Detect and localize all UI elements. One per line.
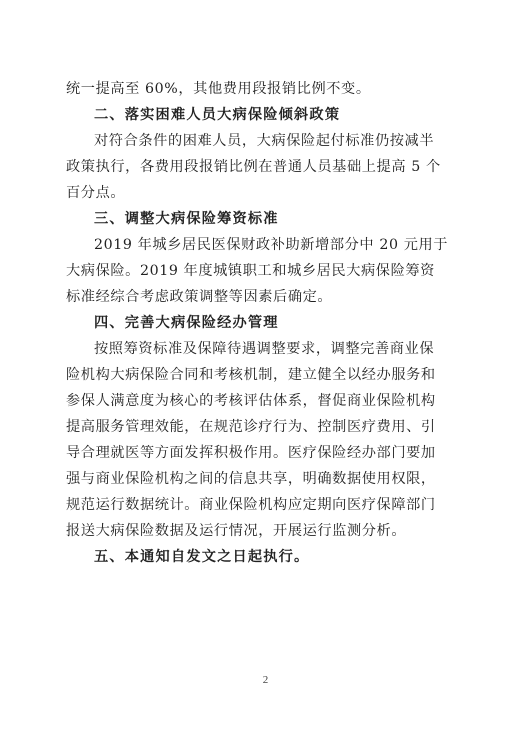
paragraph-line: 规范运行数据统计。商业保险机构应定期向医疗保障部门 [66, 497, 436, 513]
section-heading-2: 二、落实困难人员大病保险倾斜政策 [94, 107, 341, 123]
paragraph-line: 2019 年城乡居民医保财政补助新增部分中 20 元用于 [94, 237, 449, 253]
paragraph-line: 强与商业保险机构之间的信息共享，明确数据使用权限， [66, 471, 436, 487]
paragraph-line: 按照筹资标准及保障待遇调整要求，调整完善商业保 [94, 341, 435, 357]
document-body [66, 76, 468, 570]
section-heading-5: 五、本通知自发文之日起执行。 [94, 549, 310, 565]
page-number: 2 [262, 674, 269, 686]
paragraph-line: 报送大病保险数据及运行情况，开展运行监测分析。 [66, 523, 407, 539]
paragraph-line: 大病保险。2019 年度城镇职工和城乡居民大病保险筹资 [66, 263, 435, 279]
paragraph-line: 标准经综合考虑政策调整等因素后确定。 [66, 289, 333, 305]
paragraph-line: 百分点。 [66, 185, 126, 201]
section-heading-3: 三、调整大病保险筹资标准 [94, 211, 279, 227]
paragraph-line: 提高服务管理效能，在规范诊疗行为、控制医疗费用、引 [66, 419, 436, 435]
paragraph-line: 险机构大病保险合同和考核机制，建立健全以经办服务和 [66, 367, 436, 383]
paragraph-line: 导合理就医等方面发挥积极作用。医疗保险经办部门要加 [66, 445, 436, 461]
paragraph-line: 参保人满意度为核心的考核评估体系，督促商业保险机构 [66, 393, 436, 409]
paragraph-line: 对符合条件的困难人员，大病保险起付标准仍按减半 [94, 133, 435, 149]
paragraph-line: 统一提高至 60%，其他费用段报销比例不变。 [66, 81, 371, 97]
paragraph-line: 政策执行，各费用段报销比例在普通人员基础上提高 5 个 [66, 159, 441, 175]
section-heading-4: 四、完善大病保险经办管理 [94, 315, 279, 331]
